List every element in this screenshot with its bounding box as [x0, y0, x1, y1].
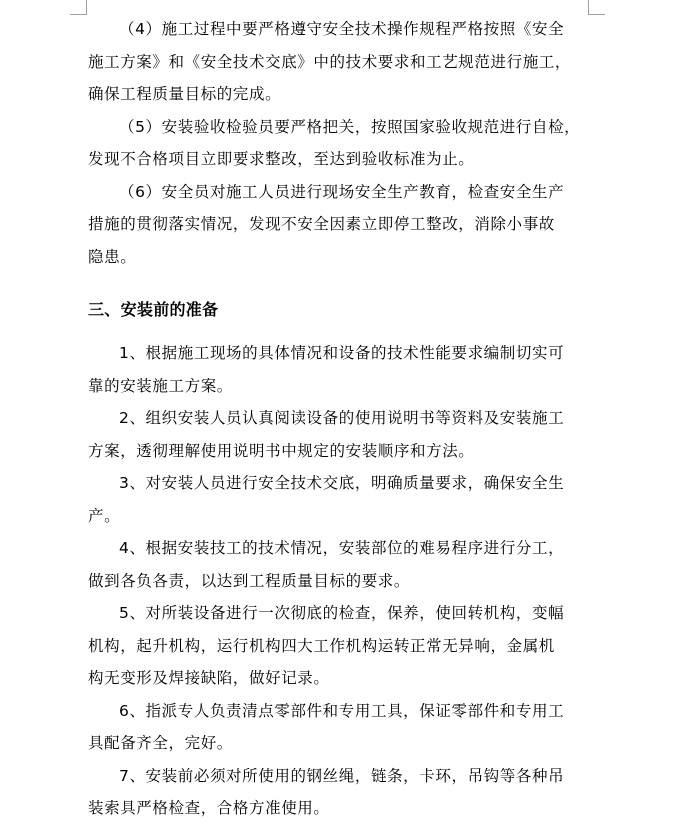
paragraph-line: （5）安装验收检验员要严格把关，按照国家验收规范进行自检， — [119, 117, 581, 136]
paragraph-line: （6）安全员对施工人员进行现场安全生产教育，检查安全生产 — [119, 182, 565, 201]
paragraph-line: 4、根据安装技工的技术情况，安装部位的难易程序进行分工， — [119, 539, 565, 557]
preparation-item-1 — [88, 337, 608, 402]
paragraph-line: 施工方案》和《安全技术交底》中的技术要求和工艺规范进行施工， — [88, 52, 572, 71]
paragraph-line: 1、根据施工现场的具体情况和设备的技术性能要求编制切实可 — [119, 344, 565, 362]
paragraph-line: 方案，透彻理解使用说明书中规定的安装顺序和方法。 — [88, 441, 475, 460]
paragraph-line: 具配备齐全，完好。 — [88, 734, 233, 752]
preparation-item-5 — [88, 597, 608, 695]
preparation-item-3 — [88, 467, 608, 532]
paragraph-line: 做到各负各责，以达到工程质量目标的要求。 — [88, 571, 411, 590]
section-heading: 三、安装前的准备 — [88, 300, 219, 319]
paragraph-line: 措施的贯彻落实情况，发现不安全因素立即停工整改，消除小事故 — [88, 215, 555, 233]
paragraph-item-5 — [88, 111, 608, 176]
paragraph-line: 构无变形及焊接缺陷，做好记录。 — [88, 669, 330, 687]
paragraph-line: 产。 — [88, 506, 121, 525]
preparation-item-2 — [88, 402, 608, 467]
document-body — [88, 13, 608, 825]
paragraph-line: 装索具严格检查，合格方准使用。 — [88, 799, 330, 817]
paragraph-line: （4）施工过程中要严格遵守安全技术操作规程严格按照《安全 — [119, 20, 565, 38]
paragraph-line: 靠的安装施工方案。 — [88, 376, 233, 395]
paragraph-line: 机构，起升机构，运行机构四大工作机构运转正常无异响，金属机 — [88, 636, 555, 655]
paragraph-line: 2、组织安装人员认真阅读设备的使用说明书等资料及安装施工 — [119, 409, 565, 427]
paragraph-line: 隐患。 — [88, 247, 137, 266]
preparation-item-7 — [88, 760, 608, 825]
paragraph-line: 5、对所装设备进行一次彻底的检查，保养，使回转机构，变幅 — [119, 604, 565, 622]
preparation-item-6 — [88, 695, 608, 760]
paragraph-line: 7、安装前必须对所使用的钢丝绳，链条，卡环，吊钩等各种吊 — [119, 766, 565, 785]
crop-mark-top-left-horizontal — [70, 14, 87, 15]
crop-mark-top-right-vertical — [588, 0, 589, 14]
paragraph-item-4 — [88, 13, 608, 111]
paragraph-line: 确保工程质量目标的完成。 — [88, 85, 282, 103]
paragraph-line: 6、指派专人负责清点零部件和专用工具，保证零部件和专用工 — [119, 701, 565, 720]
paragraph-line: 发现不合格项目立即要求整改，至达到验收标准为止。 — [88, 150, 475, 168]
paragraph-item-6 — [88, 176, 608, 274]
paragraph-line: 3、对安装人员进行安全技术交底，明确质量要求，确保安全生 — [119, 474, 565, 492]
preparation-item-4 — [88, 532, 608, 597]
crop-mark-top-left-vertical — [86, 0, 87, 14]
